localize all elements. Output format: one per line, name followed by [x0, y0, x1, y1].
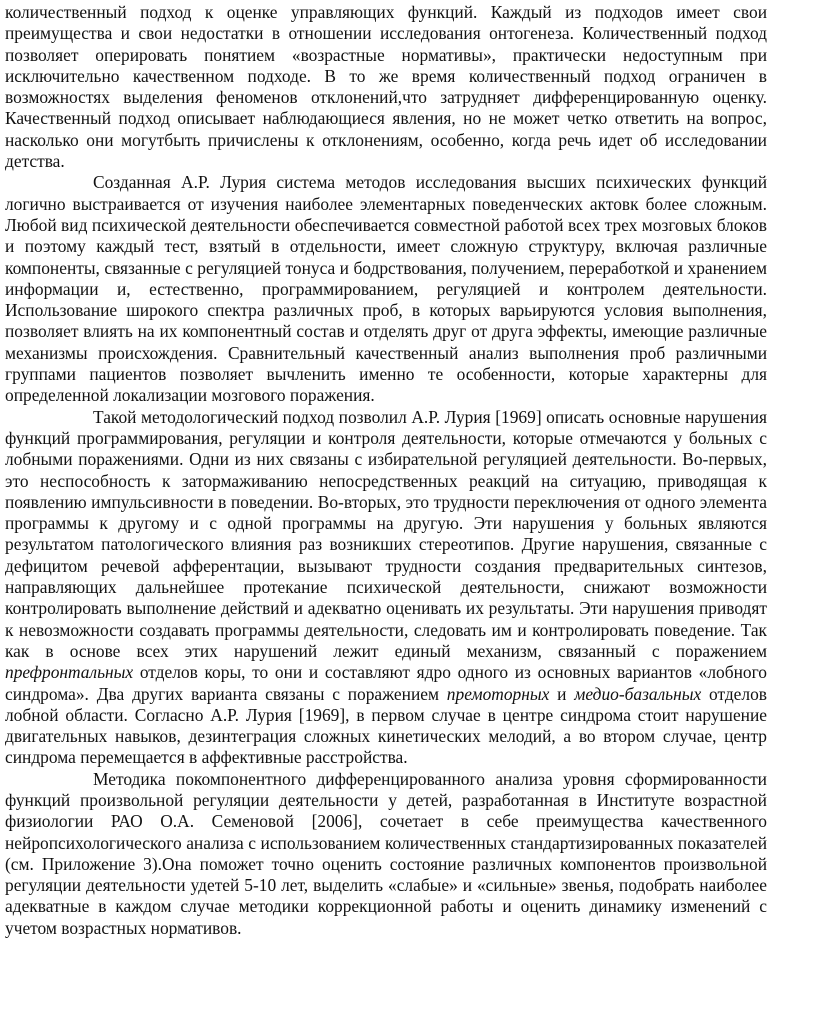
italic-term-premotor: премоторных — [446, 683, 550, 704]
paragraph-text: отделов коры, то они и составляют ядро одного из основных вариантов «лобного синдрома». Два других варианта связаны с поражением — [5, 662, 767, 704]
paragraph-text: отделов лобной области. Согласно А.Р. Лурия [1969], в первом случае в центре синдрома стоит нарушение двигательных навыков, дезинтеграция сложных кинетических мелодий, а во втором случае, центр синдрома перемещается в аффективные расстройства. — [5, 683, 767, 768]
paragraph-text: Методика покомпонентного дифференцированного анализа уровня сформированности функций произвольной регуляции деятельности у детей, разработанная в Институте возрастной физиологии РАО О.А. Семеновой [2006], сочетает в себе преимущества качественного нейропсихологического анализа с использованием количественных стандартизированных показателей (см. Приложение 3).Она поможет точно оценить состояние различных компонентов произвольной регуляции деятельности удетей 5-10 лет, выделить «слабые» и «сильные» звенья, подобрать наиболее адекватные в каждом случае методики коррекционной работы и оценить динамику изменений с учетом возрастных нормативов. — [5, 768, 767, 938]
paragraph-frontal-syndrome — [5, 407, 767, 769]
italic-term-prefrontal: префронтальных — [5, 662, 134, 683]
italic-term-mediobasal: медио-базальных — [574, 683, 702, 704]
paragraph-text: и — [549, 683, 575, 704]
paragraph-luria-methods — [5, 172, 767, 406]
paragraph-approaches — [5, 2, 767, 172]
paragraph-methodology — [5, 769, 767, 939]
paragraph-text: количественный подход к оценке управляющих функций. Каждый из подходов имеет свои преимущества и свои недостатки в отношении исследования онтогенеза. Количественный подход позволяет оперировать понятием «возрастные нормативы», практически недоступным при исключительно качественном подходе. В то же время количественный подход ограничен в возможностях выделения феноменов отклонений,что затрудняет дифференцированную оценку. Качественный подход описывает наблюдающиеся явления, но не может четко ответить на вопрос, насколько они могутбыть причислены к отклонениям, особенно, когда речь идет об исследовании детства. — [5, 2, 767, 172]
paragraph-text: Созданная А.Р. Лурия система методов исследования высших психических функций логично выстраивается от изучения наиболее элементарных поведенческих актовк более сложным. Любой вид психической деятельности обеспечивается совместной работой всех трех мозговых блоков и поэтому каждый тест, взятый в отдельности, имеет сложную структуру, включая различные компоненты, связанные с регуляцией тонуса и бодрствования, получением, переработкой и хранением информации и, естественно, программированием, регуляцией и контролем деятельности. Использование широкого спектра различных проб, в которых варьируются условия выполнения, позволяет влиять на их компонентный состав и отделять друг от друга эффекты, имеющие различные механизмы происхождения. Сравнительный качественный анализ выполнения проб различными группами пациентов позволяет вычленить именно те особенности, которые характерны для определенной локализации мозгового поражения. — [5, 172, 767, 406]
paragraph-text: Такой методологический подход позволил А.Р. Лурия [1969] описать основные нарушения функций программирования, регуляции и контроля деятельности, которые отмечаются у больных с лобными поражениями. Одни из них связаны с избирательной регуляцией деятельности. Во-первых, это неспособность к затормаживанию непосредственных реакций на ситуацию, приводящая к появлению импульсивности в поведении. Во-вторых, это трудности переключения от одного элемента программы к другому и с одной программы на другую. Эти нарушения у больных являются результатом патологического влияния раз возникших стереотипов. Другие нарушения, связанные с дефицитом речевой афферентации, вызывают трудности создания предварительных синтезов, направляющих дальнейшее протекание психической деятельности, снижают возможности контролировать выполнение действий и адекватно оценивать их результаты. Эти нарушения приводят к невозможности создавать программы деятельности, следовать им и контролировать поведение. Так как в основе всех этих нарушений лежит единый механизм, связанный с поражением — [5, 406, 767, 661]
